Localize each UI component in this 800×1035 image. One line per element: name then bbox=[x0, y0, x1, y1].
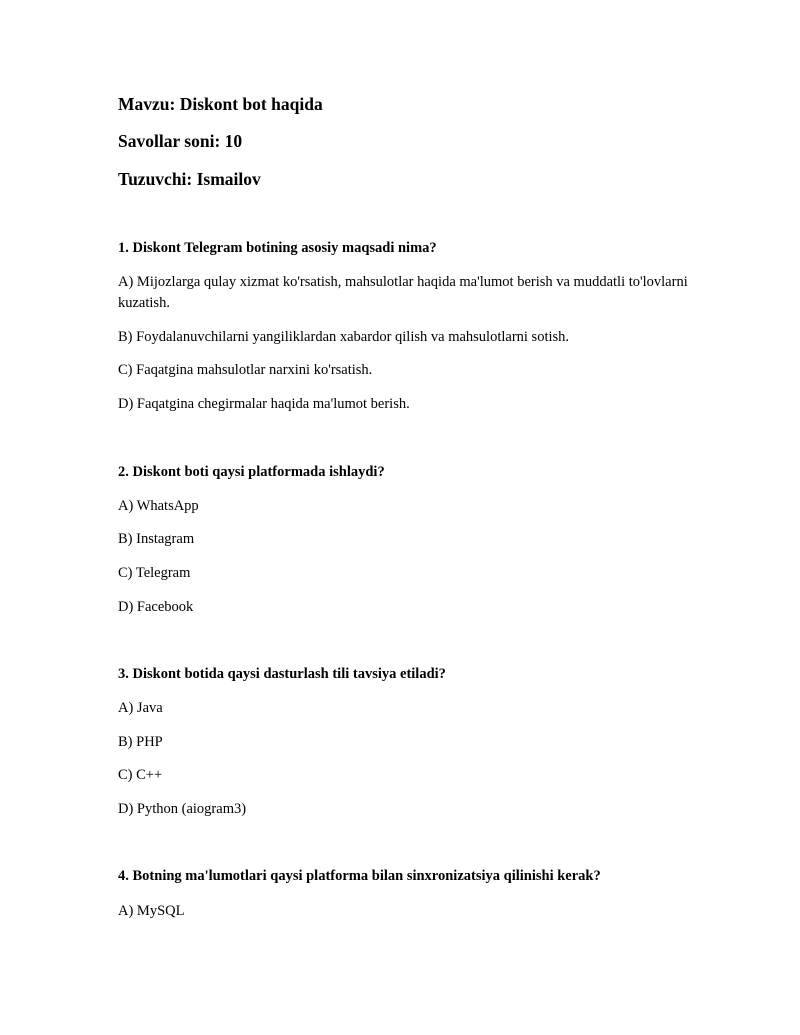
question-4-title: 4. Botning ma'lumotlari qaysi platforma bilan sinxronizatsiya qilinishi kerak? bbox=[118, 868, 601, 884]
question-1-title: 1. Diskont Telegram botining asosiy maqsadi nima? bbox=[118, 240, 437, 256]
question-3-title: 3. Diskont botida qaysi dasturlash tili tavsiya etiladi? bbox=[118, 666, 446, 682]
author-heading: Tuzuvchi: Ismailov bbox=[118, 169, 261, 189]
question-1-option-d: D) Faqatgina chegirmalar haqida ma'lumot berish. bbox=[118, 396, 410, 412]
question-2-option-a: A) WhatsApp bbox=[118, 498, 199, 514]
question-3-option-c: C) C++ bbox=[118, 767, 163, 783]
topic-heading: Mavzu: Diskont bot haqida bbox=[118, 94, 323, 114]
question-1-option-c: C) Faqatgina mahsulotlar narxini ko'rsatish. bbox=[118, 362, 373, 378]
question-2-title: 2. Diskont boti qaysi platformada ishlaydi? bbox=[118, 464, 385, 480]
question-3-option-d: D) Python (aiogram3) bbox=[118, 801, 247, 817]
question-2-option-c: C) Telegram bbox=[118, 565, 191, 581]
question-1-option-b: B) Foydalanuvchilarni yangiliklardan xabardor qilish va mahsulotlarni sotish. bbox=[118, 329, 570, 345]
question-2-option-b: B) Instagram bbox=[118, 531, 195, 547]
question-3-option-b: B) PHP bbox=[118, 734, 163, 750]
question-1-option-a: A) Mijozlarga qulay xizmat ko'rsatish, mahsulotlar haqida ma'lumot berish va muddatli to'lovlarni kuzatish. bbox=[118, 274, 688, 311]
question-2-option-d: D) Facebook bbox=[118, 599, 194, 615]
question-3-option-a: A) Java bbox=[118, 700, 163, 716]
question-4-option-a: A) MySQL bbox=[118, 903, 185, 919]
question-count-heading: Savollar soni: 10 bbox=[118, 131, 243, 151]
